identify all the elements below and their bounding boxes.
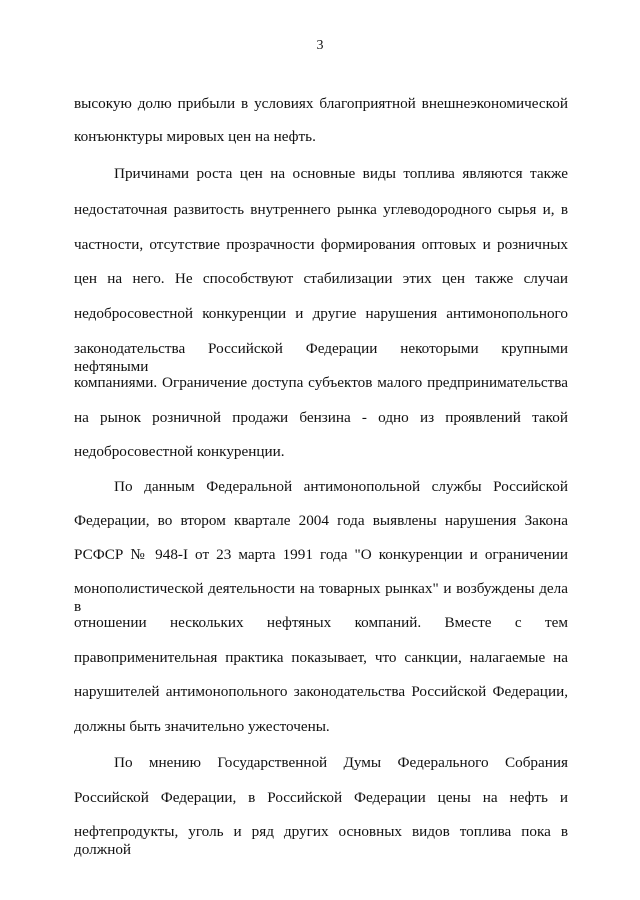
text-line: отношении нескольких нефтяных компаний. Вместе с тем [74,614,568,631]
text-line: компаниями. Ограничение доступа субъектов малого предпринимательства [74,374,568,391]
text-line: нарушителей антимонопольного законодательства Российской Федерации, [74,683,568,700]
text-line: частности, отсутствие прозрачности формирования оптовых и розничных [74,236,568,253]
text-line: недобросовестной конкуренции. [74,443,285,460]
text-line: законодательства Российской Федерации некоторыми крупными нефтяными [74,340,568,375]
text-line: недостаточная развитость внутреннего рынка углеводородного сырья и, в [74,201,568,218]
page-number: 3 [316,38,324,53]
text-line: на рынок розничной продажи бензина - одно из проявлений такой [74,409,568,426]
text-line: По мнению Государственной Думы Федерального Собрания [114,754,568,771]
text-line: Причинами роста цен на основные виды топлива являются также [114,165,568,182]
text-line: цен на него. Не способствуют стабилизации этих цен также случаи [74,270,568,287]
text-line: высокую долю прибыли в условиях благоприятной внешнеэкономической [74,95,568,112]
text-line: По данным Федеральной антимонопольной службы Российской [114,478,568,495]
text-line: монополистической деятельности на товарных рынках" и возбуждены дела в [74,580,568,615]
text-line: правоприменительная практика показывает, что санкции, налагаемые на [74,649,568,666]
text-line: недобросовестной конкуренции и другие нарушения антимонопольного [74,305,568,322]
text-line: нефтепродукты, уголь и ряд других основных видов топлива пока в должной [74,823,568,858]
text-line: РСФСР № 948-I от 23 марта 1991 года "О конкуренции и ограничении [74,546,568,563]
text-line: Федерации, во втором квартале 2004 года выявлены нарушения Закона [74,512,568,529]
text-line: должны быть значительно ужесточены. [74,718,330,735]
text-line: конъюнктуры мировых цен на нефть. [74,128,316,145]
text-line: Российской Федерации, в Российской Федерации цены на нефть и [74,789,568,806]
